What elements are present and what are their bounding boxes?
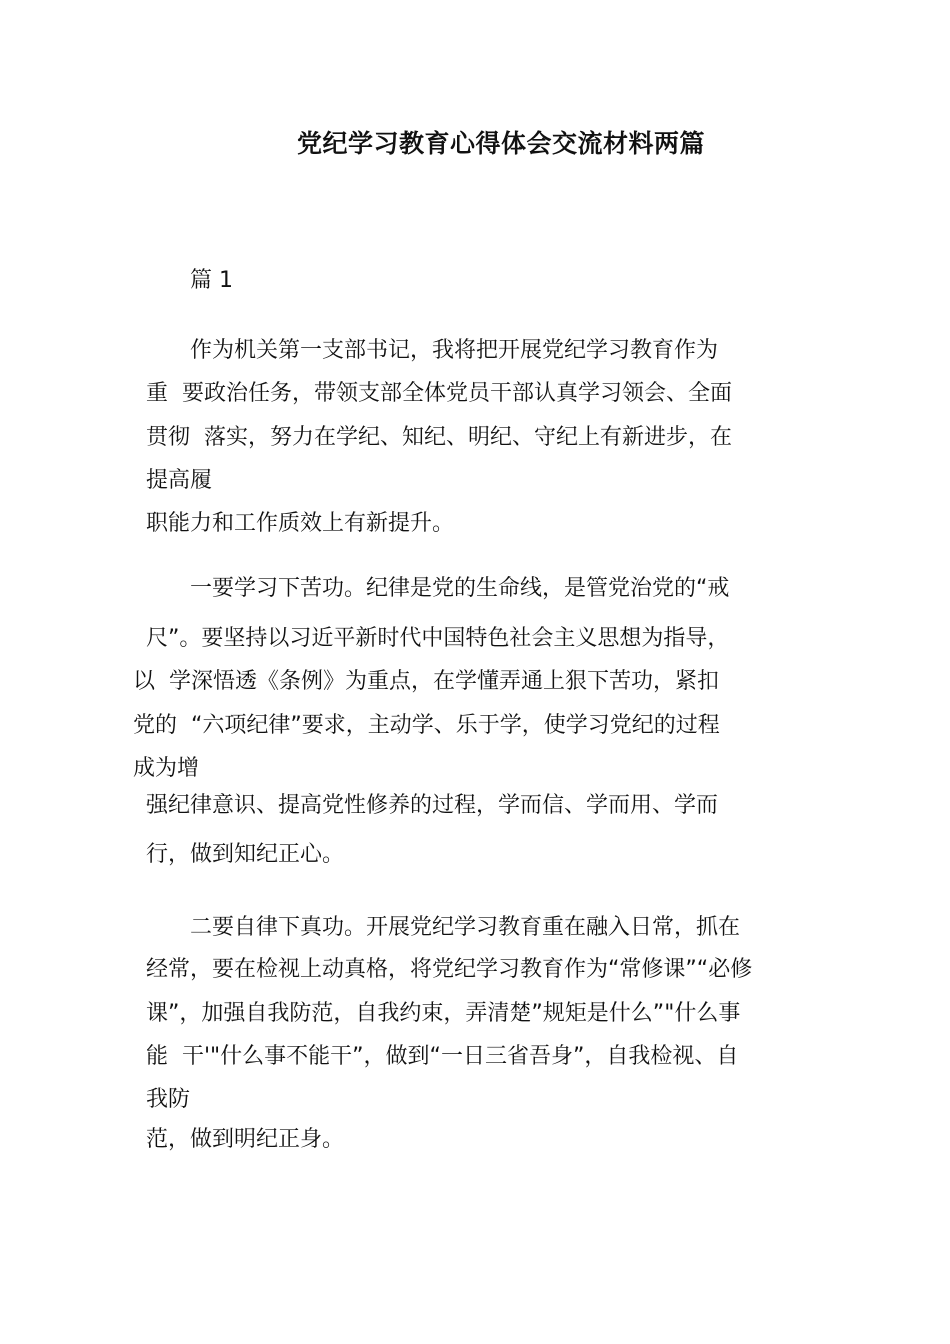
paragraph-line: 提高履 — [146, 468, 213, 493]
paragraph-line: 一要学习下苦功。纪律是党的生命线，是管党治党的“戒 — [190, 576, 730, 601]
paragraph-line: 重 要政治任务，带领支部全体党员干部认真学习领会、全面 — [146, 381, 732, 406]
paragraph-line: 二要自律下真功。开展党纪学习教育重在融入日常，抓在 — [190, 915, 741, 940]
paragraph-line: 行，做到知纪正心。 — [146, 842, 345, 867]
section-label: 篇 1 — [190, 268, 233, 293]
paragraph-line: 强纪律意识、提高党性修养的过程，学而信、学而用、学而 — [146, 793, 719, 818]
paragraph-line: 党的 “六项纪律”要求，主动学、乐于学，使学习党纪的过程 — [133, 713, 720, 738]
document-title: 党纪学习教育心得体会交流材料两篇 — [296, 129, 705, 158]
paragraph-line: 以 学深悟透《条例》为重点，在学懂弄通上狠下苦功，紧扣 — [133, 669, 719, 694]
paragraph-line: 成为增 — [133, 756, 200, 781]
paragraph-line: 我防 — [146, 1087, 191, 1112]
paragraph-line: 作为机关第一支部书记，我将把开展党纪学习教育作为 — [190, 338, 719, 363]
paragraph-line: 能 干'"什么事不能干”，做到“一日三省吾身”，自我检视、自 — [146, 1044, 739, 1069]
paragraph-line: 职能力和工作质效上有新提升。 — [146, 511, 455, 536]
paragraph-line: 范，做到明纪正身。 — [146, 1127, 345, 1152]
paragraph-line: 课”，加强自我防范，自我约束，弄清楚”规矩是什么”"什么事 — [146, 1001, 741, 1026]
paragraph-line: 经常，要在检视上动真格，将党纪学习教育作为“常修课”“必修 — [146, 957, 753, 982]
paragraph-line: 贯彻 落实，努力在学纪、知纪、明纪、守纪上有新进步，在 — [146, 425, 732, 450]
paragraph-line: 尺”。要坚持以习近平新时代中国特色社会主义思想为指导， — [146, 626, 730, 651]
